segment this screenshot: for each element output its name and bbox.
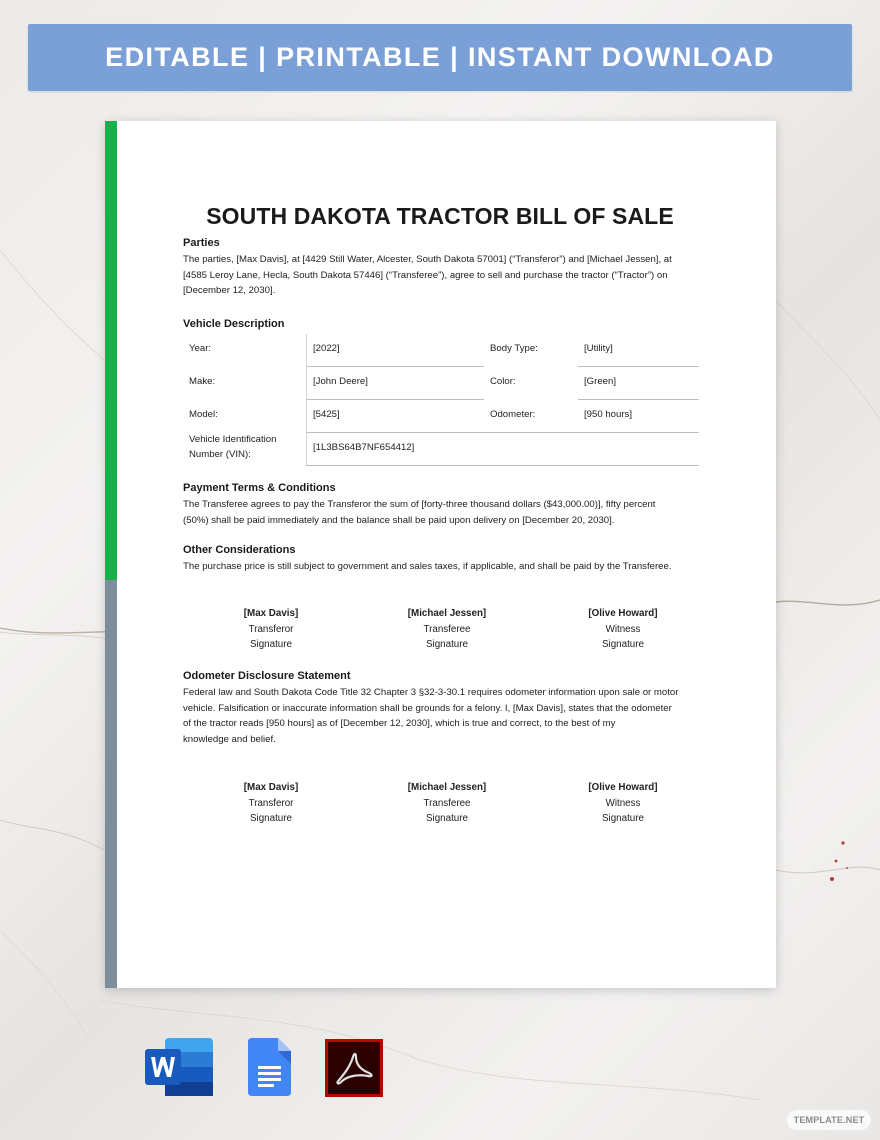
signature-role: Witness: [605, 797, 641, 809]
odometer-label: Odometer:: [490, 409, 536, 420]
signature-name: [Olive Howard]: [588, 608, 658, 619]
signature-name: [Max Davis]: [243, 608, 299, 619]
signature-role: Witness: [605, 623, 641, 635]
signature-label: Signature: [426, 639, 468, 651]
paragraph-line: [December 12, 2030].: [183, 285, 276, 297]
signature-block-transferee: [367, 780, 527, 827]
section-heading-vehicle: Vehicle Description: [183, 318, 285, 330]
signature-block-witness: [543, 780, 703, 827]
vehicle-description-table: [183, 334, 699, 466]
table-rule: [578, 399, 699, 400]
year-label: Year:: [189, 343, 212, 354]
google-docs-icon[interactable]: [248, 1038, 291, 1096]
paragraph-line: The parties, [Max Davis], at [4429 Still Water, Alcester, South Dakota 57001] (“Transferor”) and [Michael Jessen], at: [183, 254, 672, 265]
feature-banner: EDITABLE | PRINTABLE | INSTANT DOWNLOAD: [28, 24, 852, 91]
signature-name: [Michael Jessen]: [407, 608, 487, 619]
make-label: Make:: [189, 376, 216, 387]
accent-bar-green: [105, 121, 117, 580]
paragraph-line: The purchase price is still subject to government and sales taxes, if applicable, and shall be paid by the Transferee.: [183, 561, 672, 572]
microsoft-word-icon[interactable]: [145, 1038, 213, 1096]
signature-role: Transferee: [423, 623, 471, 635]
signature-block-witness: [543, 606, 703, 653]
year-value: [2022]: [313, 343, 340, 354]
section-heading-payment: Payment Terms & Conditions: [183, 482, 336, 494]
signature-label: Signature: [250, 639, 292, 651]
signature-role: Transferee: [423, 797, 471, 809]
table-rule: [306, 399, 484, 400]
color-label: Color:: [490, 376, 516, 387]
signature-name: [Max Davis]: [243, 782, 299, 793]
adobe-pdf-icon[interactable]: [325, 1039, 383, 1097]
model-value: [5425]: [313, 409, 340, 420]
vin-label: [189, 432, 276, 462]
parties-paragraph: [183, 252, 697, 299]
paragraph-line: knowledge and belief.: [183, 733, 276, 745]
paragraph-line: of the tractor reads [950 hours] as of [December 12, 2030], which is true and correct, to the best of my: [183, 718, 616, 730]
make-value: [John Deere]: [313, 376, 368, 387]
signature-label: Signature: [426, 813, 468, 825]
signature-name: [Michael Jessen]: [407, 782, 487, 793]
table-rule: [306, 465, 699, 466]
odometer-value: [950 hours]: [584, 409, 633, 420]
paragraph-line: Federal law and South Dakota Code Title 32 Chapter 3 §32-3-30.1 requires odometer information upon sale or motor: [183, 687, 679, 698]
document-page: [105, 121, 776, 988]
vin-label-line: Number (VIN):: [189, 449, 251, 460]
paragraph-line: [4585 Leroy Lane, Hecla, South Dakota 57446] (“Transferee”), agree to sell and purchase the tractor (“Tractor”) on: [183, 269, 668, 281]
signature-label: Signature: [602, 639, 644, 651]
odometer-paragraph: [183, 685, 697, 747]
table-rule: [578, 366, 699, 367]
section-heading-odometer: Odometer Disclosure Statement: [183, 670, 351, 682]
vin-value: [1L3BS64B7NF654412]: [313, 442, 415, 453]
table-rule: [306, 366, 484, 367]
payment-paragraph: [183, 497, 697, 528]
signature-name: [Olive Howard]: [588, 782, 658, 793]
signature-label: Signature: [602, 813, 644, 825]
body-type-label: Body Type:: [490, 343, 538, 354]
signature-block-transferee: [367, 606, 527, 653]
brand-watermark: TEMPLATE.NET: [787, 1110, 871, 1130]
document-title: SOUTH DAKOTA TRACTOR BILL OF SALE: [206, 203, 674, 229]
model-label: Model:: [189, 409, 218, 420]
signature-role: Transferor: [248, 623, 294, 635]
body-type-value: [Utility]: [584, 343, 613, 354]
paragraph-line: (50%) shall be paid immediately and the balance shall be paid upon delivery on [December 20, 2030].: [183, 514, 615, 526]
paragraph-line: The Transferee agrees to pay the Transferor the sum of [forty-three thousand dollars ($43,000.00)], fifty percent: [183, 499, 656, 510]
signature-block-transferor: [191, 606, 351, 653]
table-rule-vertical: [306, 334, 307, 465]
accent-bar-gray: [105, 580, 117, 988]
signature-role: Transferor: [248, 797, 294, 809]
section-heading-parties: Parties: [183, 237, 220, 249]
table-rule: [306, 432, 699, 433]
section-heading-other: Other Considerations: [183, 544, 296, 556]
color-value: [Green]: [584, 376, 616, 387]
paragraph-line: vehicle. Falsification or inaccurate information shall be grounds for a felony. I, [Max Davis], states that the odometer: [183, 702, 672, 714]
vin-label-line: Vehicle Identification: [189, 434, 277, 445]
other-paragraph: [183, 559, 697, 575]
signature-block-transferor: [191, 780, 351, 827]
signature-label: Signature: [250, 813, 292, 825]
